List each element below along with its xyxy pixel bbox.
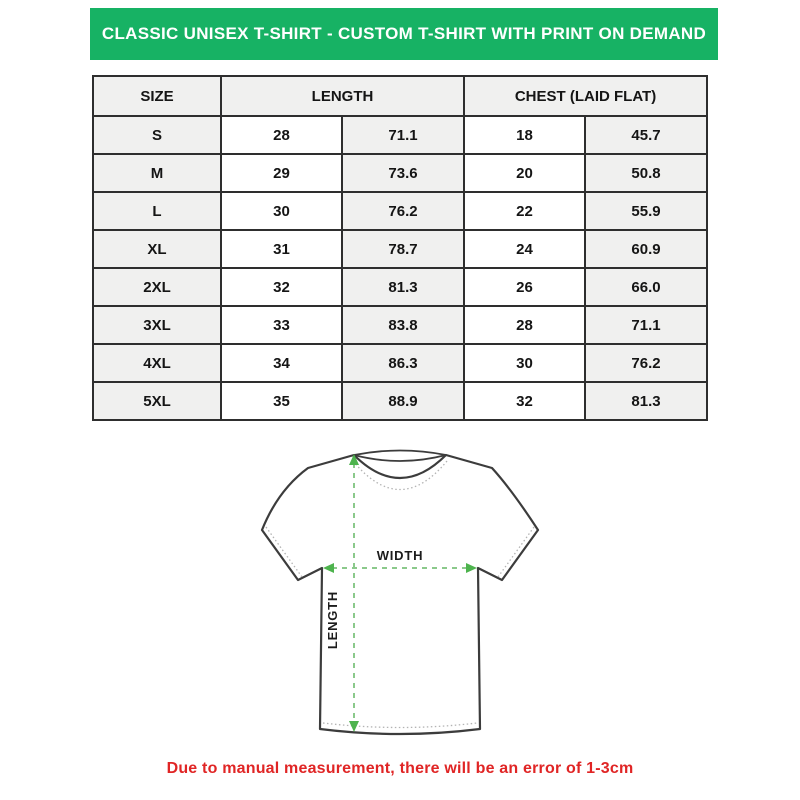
chest-in-cell: 32 bbox=[464, 382, 585, 420]
size-cell: L bbox=[93, 192, 221, 230]
chest-cm-cell: 76.2 bbox=[585, 344, 707, 382]
length-cm-cell: 83.8 bbox=[342, 306, 464, 344]
size-chart-row bbox=[93, 344, 707, 382]
length-in-cell: 32 bbox=[221, 268, 342, 306]
size-chart-header-row bbox=[93, 76, 707, 116]
length-cm-cell: 78.7 bbox=[342, 230, 464, 268]
length-in-cell: 34 bbox=[221, 344, 342, 382]
length-in-cell: 31 bbox=[221, 230, 342, 268]
collar-band-line bbox=[354, 455, 446, 461]
size-chart-row bbox=[93, 230, 707, 268]
chest-in-cell: 22 bbox=[464, 192, 585, 230]
tshirt-outline bbox=[262, 451, 538, 735]
chest-in-cell: 18 bbox=[464, 116, 585, 154]
chest-cm-cell: 55.9 bbox=[585, 192, 707, 230]
chest-in-cell: 30 bbox=[464, 344, 585, 382]
chest-in-cell: 28 bbox=[464, 306, 585, 344]
chest-cm-cell: 45.7 bbox=[585, 116, 707, 154]
width-label: WIDTH bbox=[376, 548, 424, 563]
chest-cm-cell: 50.8 bbox=[585, 154, 707, 192]
size-cell: 3XL bbox=[93, 306, 221, 344]
chest-in-cell: 26 bbox=[464, 268, 585, 306]
page-title: CLASSIC UNISEX T-SHIRT - CUSTOM T-SHIRT WITH PRINT ON DEMAND bbox=[101, 24, 707, 43]
length-cm-cell: 86.3 bbox=[342, 344, 464, 382]
measurement-error-note bbox=[0, 760, 800, 778]
length-in-cell: 33 bbox=[221, 306, 342, 344]
size-cell: 2XL bbox=[93, 268, 221, 306]
length-in-cell: 35 bbox=[221, 382, 342, 420]
chest-in-cell: 24 bbox=[464, 230, 585, 268]
size-cell: 4XL bbox=[93, 344, 221, 382]
chest-cm-cell: 66.0 bbox=[585, 268, 707, 306]
size-chart-row bbox=[93, 382, 707, 420]
size-cell: S bbox=[93, 116, 221, 154]
chest-cm-cell: 81.3 bbox=[585, 382, 707, 420]
size-chart-row bbox=[93, 192, 707, 230]
tshirt-measurement-diagram bbox=[250, 442, 550, 742]
length-label: LENGTH bbox=[325, 590, 340, 650]
note-text: Due to manual measurement, there will be an error of 1-3cm bbox=[166, 760, 634, 777]
length-cm-cell: 88.9 bbox=[342, 382, 464, 420]
length-in-cell: 30 bbox=[221, 192, 342, 230]
length-cm-cell: 73.6 bbox=[342, 154, 464, 192]
length-in-cell: 29 bbox=[221, 154, 342, 192]
size-column-header: SIZE bbox=[93, 76, 221, 116]
length-cm-cell: 81.3 bbox=[342, 268, 464, 306]
chest-cm-cell: 71.1 bbox=[585, 306, 707, 344]
size-chart-table bbox=[92, 75, 708, 421]
size-cell: M bbox=[93, 154, 221, 192]
size-cell: 5XL bbox=[93, 382, 221, 420]
length-cm-cell: 71.1 bbox=[342, 116, 464, 154]
size-chart-row bbox=[93, 306, 707, 344]
size-cell: XL bbox=[93, 230, 221, 268]
collar-back-line bbox=[354, 451, 446, 456]
size-chart-row bbox=[93, 116, 707, 154]
chest-column-header: CHEST (LAID FLAT) bbox=[464, 76, 707, 116]
title-banner bbox=[90, 8, 718, 60]
length-column-header: LENGTH bbox=[221, 76, 464, 116]
length-in-cell: 28 bbox=[221, 116, 342, 154]
size-chart-row bbox=[93, 154, 707, 192]
chest-in-cell: 20 bbox=[464, 154, 585, 192]
size-chart-body bbox=[93, 116, 707, 420]
length-cm-cell: 76.2 bbox=[342, 192, 464, 230]
size-chart-row bbox=[93, 268, 707, 306]
chest-cm-cell: 60.9 bbox=[585, 230, 707, 268]
